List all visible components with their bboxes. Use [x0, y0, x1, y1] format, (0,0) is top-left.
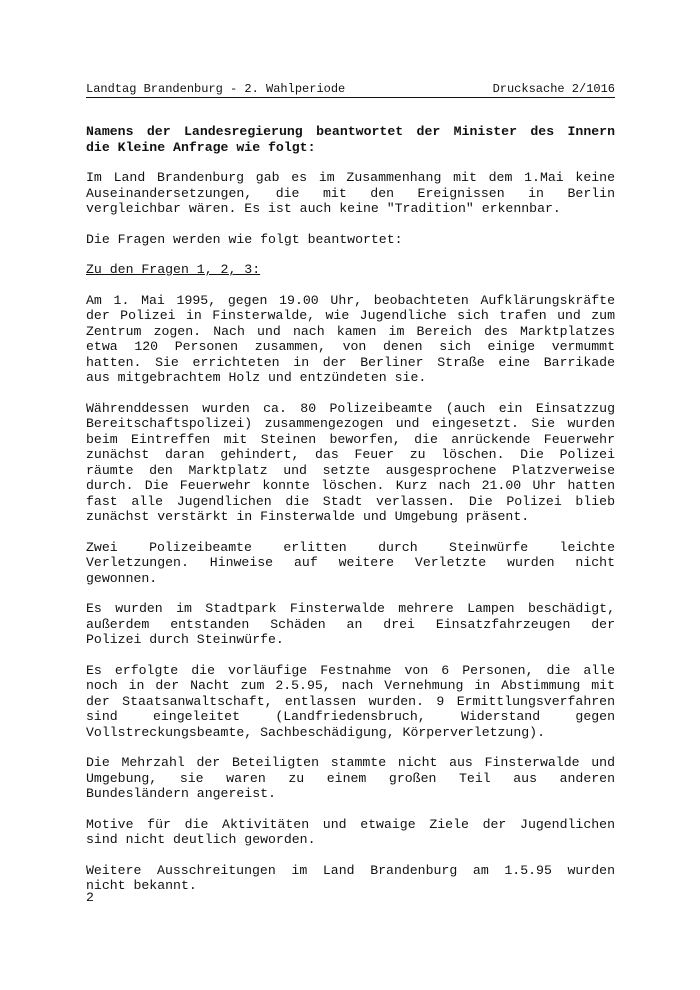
text-line: der Polizei in Finsterwalde, wie Jugendliche sich trafen und zum [86, 308, 615, 323]
text-line: außerdem entstanden Schäden an drei Einsatzfahrzeugen der [86, 616, 615, 632]
text-line: Die Fragen werden wie folgt beantwortet: [86, 231, 403, 247]
text-line: die Kleine Anfrage wie folgt: [86, 139, 316, 155]
text-line: Bereitschaftspolizei) zusammengezogen und eingesetzt. Sie wurden [86, 416, 615, 431]
text-line: Zentrum zogen. Nach und nach kamen im Bereich des Marktplatzes [86, 323, 615, 339]
text-line: beim Eintreffen mit Steinen beworfen, die anrückende Feuerwehr [86, 431, 615, 447]
page-number: 2 [86, 890, 94, 905]
text-line: sind nicht deutlich geworden. [86, 832, 316, 847]
text-line: Polizei durch Steinwürfe. [86, 632, 284, 647]
text-line: Bundesländern angereist. [86, 786, 276, 801]
paragraph [86, 232, 615, 248]
text-line: Zu den Fragen 1, 2, 3: [86, 262, 261, 277]
paragraph [86, 755, 615, 802]
paragraph [86, 663, 615, 741]
text-line: nicht bekannt. [86, 878, 197, 893]
text-line: Es wurden im Stadtpark Finsterwalde mehrere Lampen beschädigt, [86, 601, 615, 616]
paragraph [86, 817, 615, 848]
text-line: Namens der Landesregierung beantwortet der Minister des Innern [86, 124, 615, 139]
text-line: aus mitgebrachtem Holz und entzündeten sie. [86, 370, 427, 385]
text-line: Vollstreckungsbeamte, Sachbeschädigung, Körperverletzung). [86, 724, 545, 740]
text-line: Weitere Ausschreitungen im Land Brandenburg am 1.5.95 wurden [86, 862, 615, 878]
text-line: Es erfolgte die vorläufige Festnahme von 6 Personen, die alle [86, 662, 615, 678]
text-line: etwa 120 Personen zusammen, von denen sich einige vermummt [86, 339, 615, 354]
text-line: der Staatsanwaltschaft, entlassen wurden. 9 Ermittlungsverfahren [86, 693, 615, 709]
answer-intro-heading [86, 124, 615, 155]
paragraph [86, 293, 615, 386]
text-line: gewonnen. [86, 570, 158, 586]
text-line: durch. Die Feuerwehr konnte löschen. Kurz nach 21.00 Uhr hatten [86, 478, 615, 493]
text-line: Zwei Polizeibeamte erlitten durch Steinwürfe leichte [86, 539, 615, 555]
text-line: vergleichbar wären. Es ist auch keine "Tradition" erkennbar. [86, 201, 561, 216]
text-line: räumte den Marktplatz und setzte ausgesprochene Platzverweise [86, 462, 615, 478]
text-line: zunächst verstärkt in Finsterwalde und Umgebung präsent. [86, 509, 530, 524]
paragraph [86, 401, 615, 525]
text-line: Die Mehrzahl der Beteiligten stammte nicht aus Finsterwalde und [86, 755, 615, 770]
text-line: Verletzungen. Hinweise auf weitere Verletzte wurden nicht [86, 555, 615, 570]
text-line: sind eingeleitet (Landfriedensbruch, Widerstand gegen [86, 709, 615, 724]
section-heading [86, 262, 615, 278]
page-header [86, 82, 615, 98]
text-line: Auseinandersetzungen, die mit den Ereignissen in Berlin [86, 185, 615, 201]
text-line: noch in der Nacht zum 2.5.95, nach Vernehmung in Abstimmung mit [86, 678, 615, 693]
text-line: Motive für die Aktivitäten und etwaige Ziele der Jugendlichen [86, 816, 615, 832]
paragraph [86, 170, 615, 217]
text-line: fast alle Jugendlichen die Stadt verlassen. Die Polizei blieb [86, 493, 615, 509]
document-body [86, 124, 615, 909]
paragraph [86, 601, 615, 648]
text-line: hatten. Sie errichteten in der Berliner Straße eine Barrikade [86, 354, 615, 370]
text-line: zunächst daran gehindert, das Feuer zu löschen. Die Polizei [86, 447, 615, 462]
text-line: Umgebung, sie waren zu einem großen Teil aus anderen [86, 770, 615, 786]
text-line: Währenddessen wurden ca. 80 Polizeibeamte (auch ein Einsatzzug [86, 400, 615, 416]
header-right: Drucksache 2/1016 [492, 82, 615, 96]
header-left: Landtag Brandenburg - 2. Wahlperiode [86, 82, 346, 96]
paragraph [86, 863, 615, 894]
text-line: Im Land Brandenburg gab es im Zusammenhang mit dem 1.Mai keine [86, 170, 615, 185]
paragraph [86, 540, 615, 587]
text-line: Am 1. Mai 1995, gegen 19.00 Uhr, beobachteten Aufklärungskräfte [86, 292, 615, 308]
